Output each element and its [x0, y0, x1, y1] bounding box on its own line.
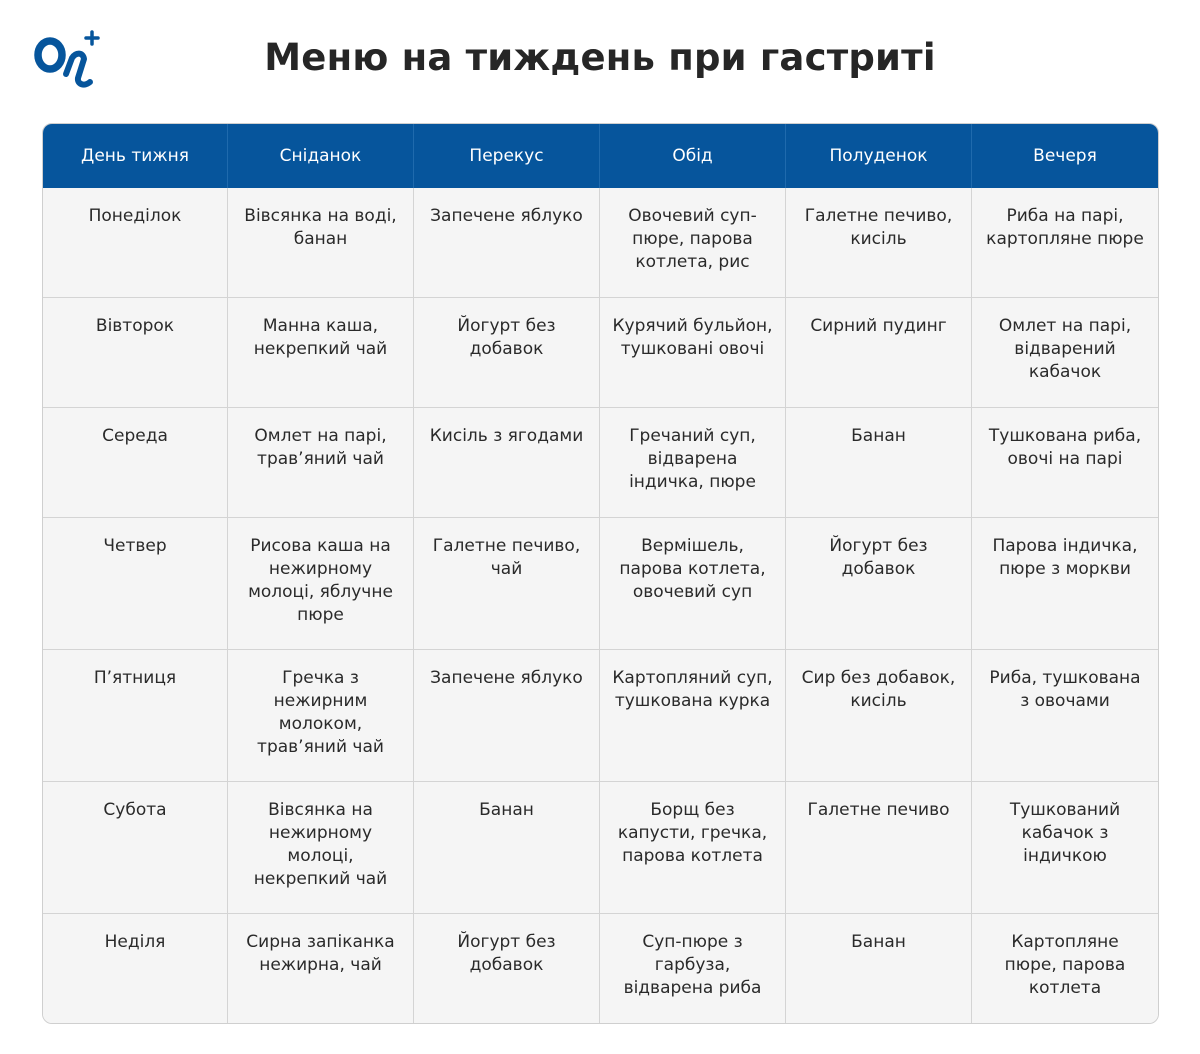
day-cell: Субота [43, 781, 228, 913]
dinner-cell: Тушкована риба, овочі на парі [972, 407, 1158, 517]
lunch-cell: Вермішель, парова котлета, овочевий суп [600, 517, 786, 649]
afternoon-snack-cell: Йогурт без добавок [786, 517, 972, 649]
day-cell: П’ятниця [43, 649, 228, 781]
breakfast-cell: Гречка з нежирним молоком, трав’яний чай [228, 649, 414, 781]
afternoon-snack-cell: Галетне печиво, кисіль [786, 188, 972, 297]
lunch-cell: Картопляний суп, тушкована курка [600, 649, 786, 781]
day-cell: Вівторок [43, 297, 228, 407]
lunch-cell: Курячий бульйон, тушковані овочі [600, 297, 786, 407]
breakfast-cell: Манна каша, некрепкий чай [228, 297, 414, 407]
snack-cell: Кисіль з ягодами [414, 407, 600, 517]
breakfast-cell: Вівсянка на воді, банан [228, 188, 414, 297]
lunch-cell: Суп-пюре з гарбуза, відварена риба [600, 913, 786, 1023]
dinner-cell: Риба, тушкована з овочами [972, 649, 1158, 781]
afternoon-snack-cell: Сирний пудинг [786, 297, 972, 407]
day-cell: Четвер [43, 517, 228, 649]
afternoon-snack-cell: Банан [786, 913, 972, 1023]
lunch-cell: Борщ без капусти, гречка, парова котлета [600, 781, 786, 913]
breakfast-cell: Сирна запіканка нежирна, чай [228, 913, 414, 1023]
table-header-row [43, 124, 1158, 188]
snack-cell: Запечене яблуко [414, 188, 600, 297]
lunch-cell: Овочевий суп-пюре, парова котлета, рис [600, 188, 786, 297]
snack-cell: Банан [414, 781, 600, 913]
dinner-cell: Омлет на парі, відварений кабачок [972, 297, 1158, 407]
afternoon-snack-cell: Банан [786, 407, 972, 517]
table-row [43, 781, 1158, 913]
dinner-cell: Парова індичка, пюре з моркви [972, 517, 1158, 649]
snack-cell: Галетне печиво, чай [414, 517, 600, 649]
dinner-cell: Картопляне пюре, парова котлета [972, 913, 1158, 1023]
table-row [43, 407, 1158, 517]
afternoon-snack-cell: Галетне печиво [786, 781, 972, 913]
column-header: Перекус [414, 124, 600, 188]
breakfast-cell: Вівсянка на нежирному молоці, некрепкий чай [228, 781, 414, 913]
snack-cell: Йогурт без добавок [414, 913, 600, 1023]
table-row [43, 517, 1158, 649]
lunch-cell: Гречаний суп, відварена індичка, пюре [600, 407, 786, 517]
column-header: Сніданок [228, 124, 414, 188]
day-cell: Понеділок [43, 188, 228, 297]
breakfast-cell: Рисова каша на нежирному молоці, яблучне пюре [228, 517, 414, 649]
dinner-cell: Риба на парі, картопляне пюре [972, 188, 1158, 297]
breakfast-cell: Омлет на парі, трав’яний чай [228, 407, 414, 517]
column-header: Полуденок [786, 124, 972, 188]
day-cell: Середа [43, 407, 228, 517]
snack-cell: Запечене яблуко [414, 649, 600, 781]
day-cell: Неділя [43, 913, 228, 1023]
dinner-cell: Тушкований кабачок з індичкою [972, 781, 1158, 913]
weekly-menu-table [42, 123, 1159, 1024]
column-header: День тижня [43, 124, 228, 188]
snack-cell: Йогурт без добавок [414, 297, 600, 407]
table-row [43, 913, 1158, 1023]
column-header: Обід [600, 124, 786, 188]
table-row [43, 297, 1158, 407]
table-row [43, 188, 1158, 297]
table-row [43, 649, 1158, 781]
page-title: Меню на тиждень при гастриті [264, 36, 936, 79]
afternoon-snack-cell: Сир без добавок, кисіль [786, 649, 972, 781]
column-header: Вечеря [972, 124, 1158, 188]
